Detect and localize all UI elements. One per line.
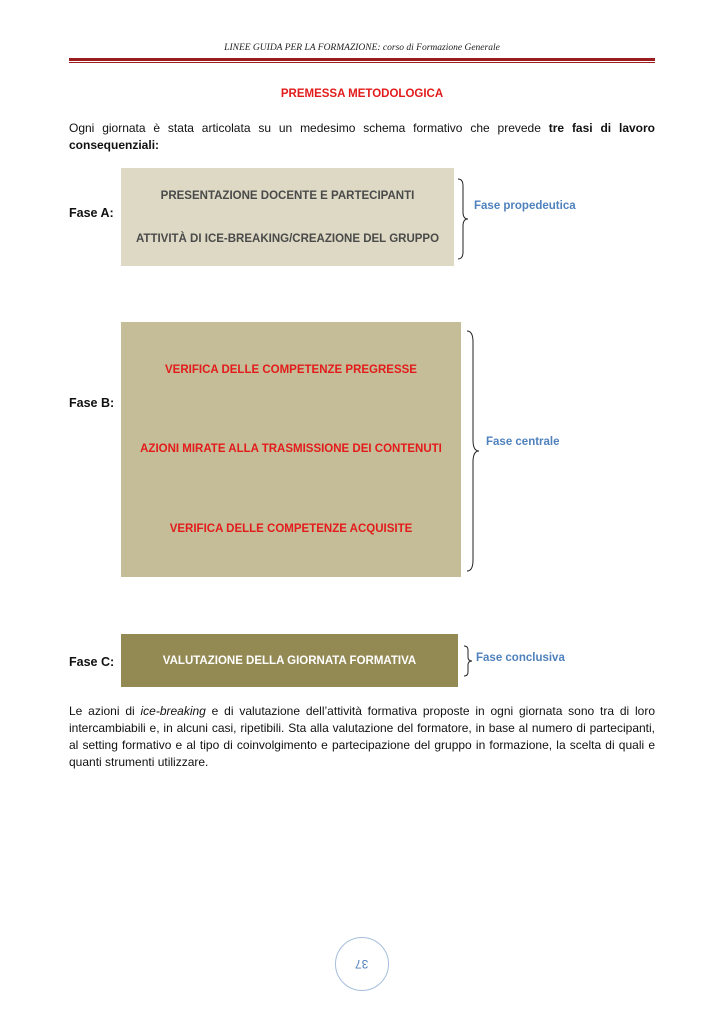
fase-a-name: Fase propedeutica xyxy=(474,200,576,212)
header-rule-thin xyxy=(69,62,655,63)
fase-b-name: Fase centrale xyxy=(486,436,560,448)
fase-b-label: Fase B: xyxy=(69,396,115,410)
page-number-circle xyxy=(335,937,389,991)
intro-text: Ogni giornata è stata articolata su un medesimo schema formativo che prevede xyxy=(69,121,549,135)
intro-bold-text: tre fasi di lavoro consequenziali: xyxy=(69,121,655,152)
running-header: LINEE GUIDA PER LA FORMAZIONE: corso di Formazione Generale xyxy=(224,43,500,53)
fase-b-item-3: VERIFICA DELLE COMPETENZE ACQUISITE xyxy=(169,523,413,536)
outro-paragraph xyxy=(69,703,655,771)
fase-a-label: Fase A: xyxy=(69,206,114,220)
outro-italic-term: ice-breaking xyxy=(140,704,206,718)
fase-b-box xyxy=(121,322,461,577)
header-rule xyxy=(69,58,655,61)
fase-a-brace xyxy=(456,178,470,260)
fase-c-name: Fase conclusiva xyxy=(476,652,565,664)
page-number: 37 xyxy=(355,957,369,971)
fase-a-item-2: ATTIVITÀ DI ICE-BREAKING/CREAZIONE DEL GRUPPO xyxy=(135,232,440,245)
fase-a-item-1: PRESENTAZIONE DOCENTE E PARTECIPANTI xyxy=(160,189,415,202)
fase-b-brace xyxy=(465,330,481,572)
fase-a-box xyxy=(121,168,454,266)
fase-c-brace xyxy=(462,645,474,677)
section-title: PREMESSA METODOLOGICA xyxy=(280,88,444,100)
fase-b-item-1: VERIFICA DELLE COMPETENZE PREGRESSE xyxy=(165,363,417,376)
outro-text-2: e di valutazione dell’attività formativa proposte in ogni giornata sono tra di loro intercambiabili e, in alcuni casi, ripetibili. Sta alla valutazione del formatore, in base al numero di partecipanti, al setting formativo e al tipo di coinvolgimento e partecipazione del gruppo in formazione, la scelta di quali e quanti strumenti utilizzare. xyxy=(69,704,655,769)
outro-text-1: Le azioni di xyxy=(69,704,141,718)
fase-b-item-2: AZIONI MIRATE ALLA TRASMISSIONE DEI CONTENUTI xyxy=(140,443,442,456)
fase-c-box xyxy=(121,634,458,687)
fase-c-item-1: VALUTAZIONE DELLA GIORNATA FORMATIVA xyxy=(162,654,417,667)
fase-c-label: Fase C: xyxy=(69,655,115,669)
intro-paragraph xyxy=(69,120,655,154)
